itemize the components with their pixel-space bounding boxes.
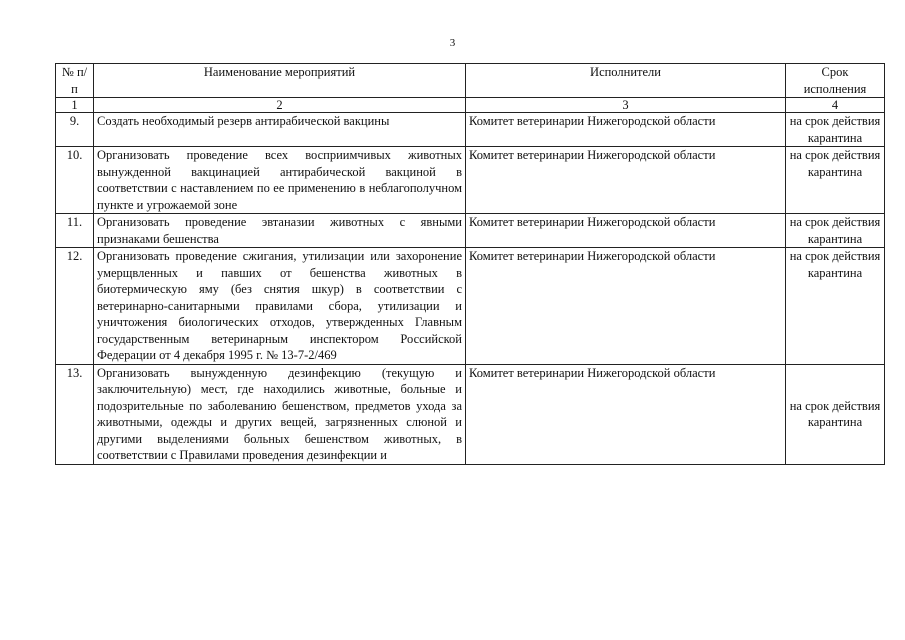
header-name: Наименование мероприятий bbox=[94, 64, 466, 98]
measure-name: Организовать проведение сжигания, утилизации или захоронение умерщвленных и павших от бешенства животных в биотермическую яму (без снятия шкур) в соответствии с ветеринарно-санитарными правилами сбора, утилизации и уничтожения биологических отходов, утвержденных Главным государственным ветеринарным инспектором Российской Федерации от 4 декабря 1995 г. № 13-7-2/469 bbox=[94, 248, 466, 365]
table-row bbox=[56, 214, 885, 248]
column-number: 4 bbox=[786, 98, 885, 113]
column-number: 3 bbox=[466, 98, 786, 113]
table-row bbox=[56, 248, 885, 365]
row-number: 12. bbox=[56, 248, 94, 365]
term: на срок действия карантина bbox=[786, 248, 885, 365]
row-number: 10. bbox=[56, 147, 94, 214]
term: на срок действия карантина bbox=[786, 364, 885, 464]
term: на срок действия карантина bbox=[786, 147, 885, 214]
header-executors: Исполнители bbox=[466, 64, 786, 98]
executor: Комитет ветеринарии Нижегородской области bbox=[466, 364, 786, 464]
term: на срок действия карантина bbox=[786, 113, 885, 147]
executor: Комитет ветеринарии Нижегородской области bbox=[466, 248, 786, 365]
column-number-row bbox=[56, 98, 885, 113]
measure-name: Организовать проведение эвтаназии животных с явными признаками бешенства bbox=[94, 214, 466, 248]
measures-table bbox=[55, 63, 885, 465]
measure-name: Создать необходимый резерв антирабической вакцины bbox=[94, 113, 466, 147]
column-number: 1 bbox=[56, 98, 94, 113]
column-number: 2 bbox=[94, 98, 466, 113]
page-number: 3 bbox=[449, 37, 456, 49]
row-number: 9. bbox=[56, 113, 94, 147]
header-num: № п/п bbox=[56, 64, 94, 98]
row-number: 13. bbox=[56, 364, 94, 464]
measure-name: Организовать вынужденную дезинфекцию (текущую и заключительную) мест, где находились животные, больные и подозрительные по заболеванию бешенством, предметов ухода за животными, одежды и других вещей, загрязненных слюной и другими выделениями больных бешенством животных, в соответствии с Правилами проведения дезинфекции и bbox=[94, 364, 466, 464]
measure-name: Организовать проведение всех восприимчивых животных вынужденной вакцинацией антирабической вакциной в соответствии с наставлением по ее применению в неблагополучном пункте и угрожаемой зоне bbox=[94, 147, 466, 214]
table-row bbox=[56, 364, 885, 464]
executor: Комитет ветеринарии Нижегородской области bbox=[466, 113, 786, 147]
header-term: Срок исполнения bbox=[786, 64, 885, 98]
executor: Комитет ветеринарии Нижегородской области bbox=[466, 214, 786, 248]
table-header-row bbox=[56, 64, 885, 98]
executor: Комитет ветеринарии Нижегородской области bbox=[466, 147, 786, 214]
table-row bbox=[56, 147, 885, 214]
row-number: 11. bbox=[56, 214, 94, 248]
table-row bbox=[56, 113, 885, 147]
term: на срок действия карантина bbox=[786, 214, 885, 248]
